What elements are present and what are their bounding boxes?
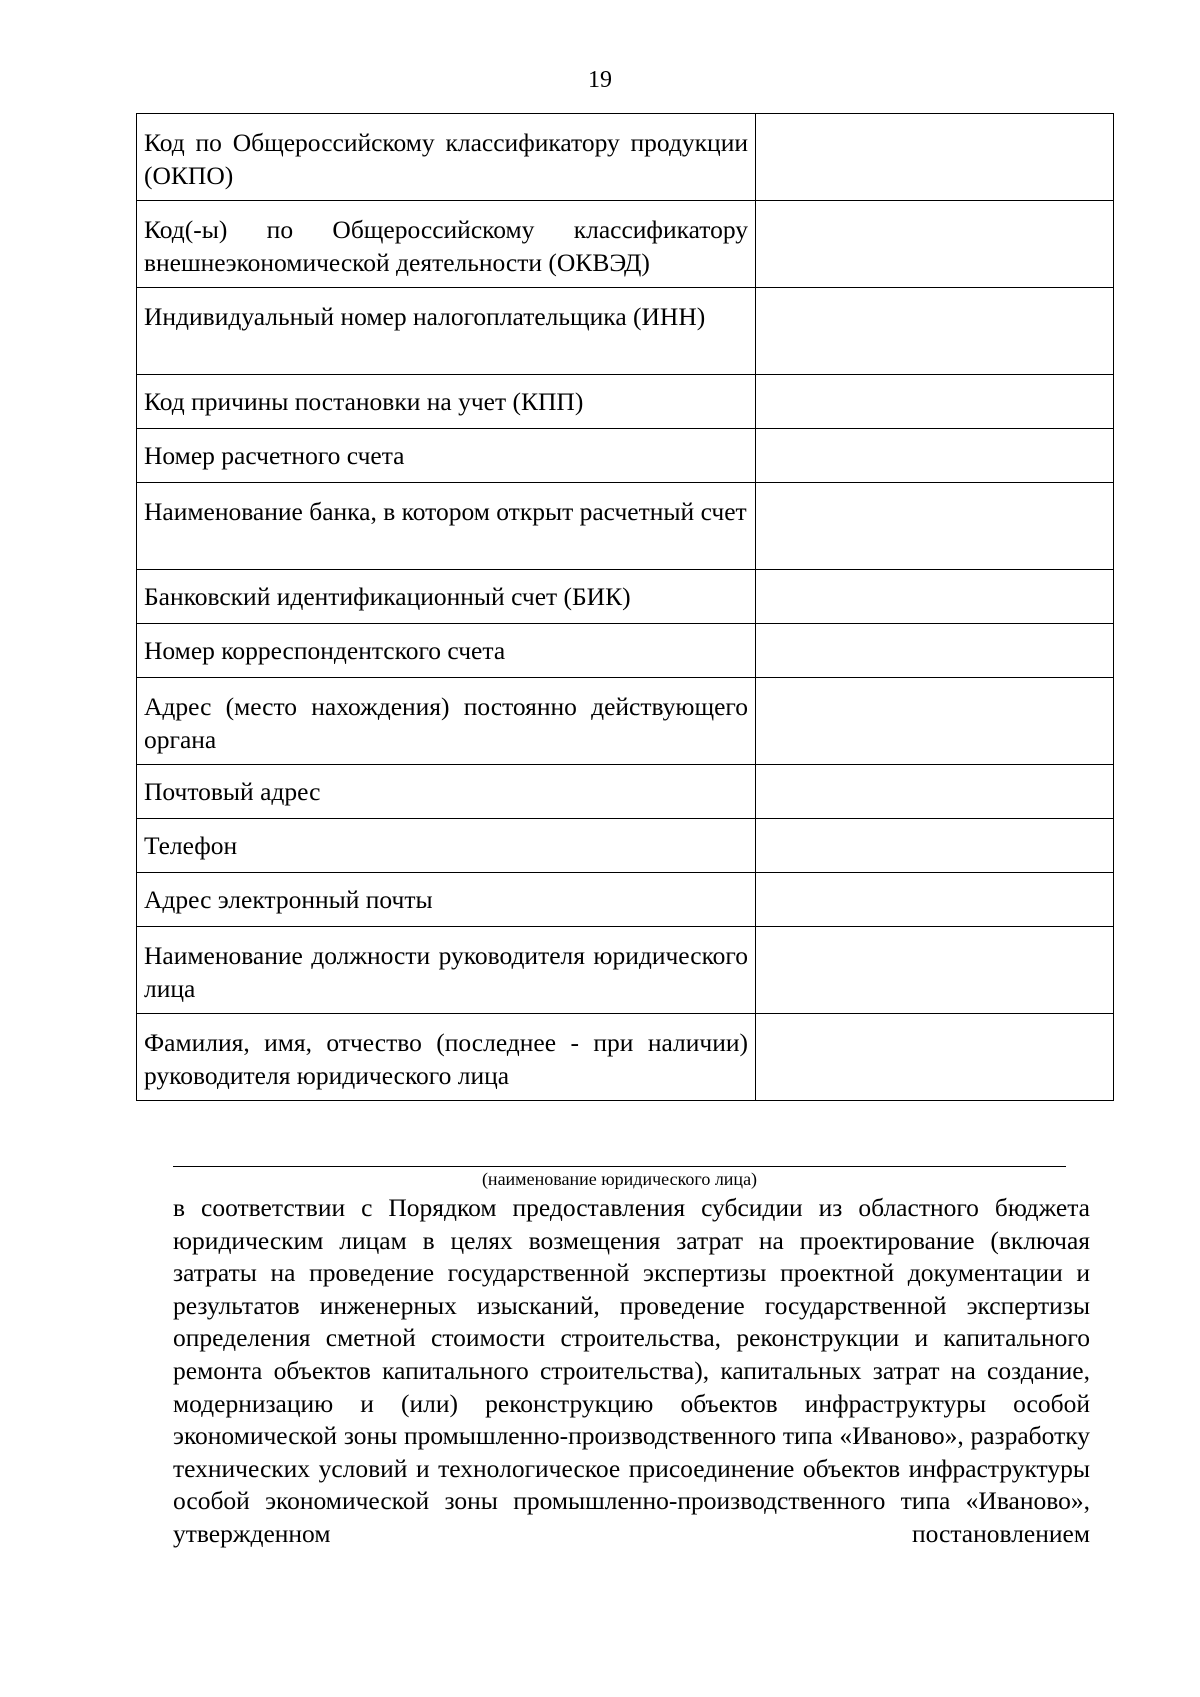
row-value-bank-name[interactable] [756, 483, 1114, 570]
row-value-address[interactable] [756, 678, 1114, 765]
cell-text: Адрес электронный почты [144, 885, 433, 914]
cell-text: Телефон [144, 831, 238, 860]
table-row [137, 375, 1114, 429]
row-label-email [137, 873, 756, 927]
row-value-account-number[interactable] [756, 429, 1114, 483]
cell-text: Номер корреспондентского счета [144, 636, 506, 665]
cell-text: Номер расчетного счета [144, 441, 405, 470]
row-value-bik[interactable] [756, 570, 1114, 624]
cell-text: Фамилия, имя, отчество (последнее - при наличии) руководителя юридического лица [144, 1028, 748, 1090]
row-value-correspondent-account[interactable] [756, 624, 1114, 678]
table-row [137, 288, 1114, 375]
cell-text: Адрес (место нахождения) постоянно действующего органа [144, 692, 748, 754]
row-value-kpp[interactable] [756, 375, 1114, 429]
row-label-correspondent-account [137, 624, 756, 678]
table-row [137, 201, 1114, 288]
entity-name-underline [173, 1166, 1066, 1167]
row-value-email[interactable] [756, 873, 1114, 927]
page-number: 19 [588, 67, 612, 93]
row-label-head-full-name [137, 1014, 756, 1101]
row-value-head-position[interactable] [756, 927, 1114, 1014]
row-label-okved [137, 201, 756, 288]
table-row [137, 927, 1114, 1014]
row-value-okved[interactable] [756, 201, 1114, 288]
entity-name-caption: (наименование юридического лица) [481, 1169, 758, 1189]
table-row [137, 114, 1114, 201]
row-label-address [137, 678, 756, 765]
cell-text: Наименование должности руководителя юридического лица [144, 941, 748, 1003]
row-value-inn[interactable] [756, 288, 1114, 375]
row-label-account-number [137, 429, 756, 483]
row-label-postal-address [137, 765, 756, 819]
row-label-head-position [137, 927, 756, 1014]
cell-text: Почтовый адрес [144, 777, 321, 806]
table-row [137, 873, 1114, 927]
table-row [137, 429, 1114, 483]
cell-text: Код(-ы) по Общероссийскому классификатору внешнеэкономической деятельности (ОКВЭД) [144, 215, 748, 277]
row-label-inn [137, 288, 756, 375]
cell-text: Банковский идентификационный счет (БИК) [144, 582, 631, 611]
table-row [137, 483, 1114, 570]
table-row [137, 765, 1114, 819]
row-value-postal-address[interactable] [756, 765, 1114, 819]
table-row [137, 678, 1114, 765]
row-label-kpp [137, 375, 756, 429]
row-value-head-full-name[interactable] [756, 1014, 1114, 1101]
table-row [137, 624, 1114, 678]
row-label-bank-name [137, 483, 756, 570]
table-row [137, 819, 1114, 873]
row-label-okpo [137, 114, 756, 201]
cell-text: Индивидуальный номер налогоплательщика (ИНН) [144, 302, 706, 331]
body-paragraph: в соответствии с Порядком предоставления субсидии из областного бюджета юридическим лицам в целях возмещения затрат на проектирование (включая затраты на проведение государственной экспертизы проектной документации и результатов инженерных изысканий, проведение государственной экспертизы определения сметной стоимости строительства, реконструкции и капитального ремонта объектов капитального строительства), капитальных затрат на создание, модернизацию и (или) реконструкцию объектов инфраструктуры особой экономической зоны промышленно-производственного типа «Иваново», разработку технических условий и технологическое присоединение объектов инфраструктуры особой экономической зоны промышленно-производственного типа «Иваново», утвержденном постановлением [173, 1193, 1090, 1548]
row-label-phone [137, 819, 756, 873]
row-label-bik [137, 570, 756, 624]
row-value-okpo[interactable] [756, 114, 1114, 201]
cell-text: Код по Общероссийскому классификатору продукции (ОКПО) [144, 128, 748, 190]
table-row [137, 570, 1114, 624]
cell-text: Код причины постановки на учет (КПП) [144, 387, 584, 416]
table-row [137, 1014, 1114, 1101]
legal-entity-details-table [136, 113, 1114, 1101]
row-value-phone[interactable] [756, 819, 1114, 873]
cell-text: Наименование банка, в котором открыт расчетный счет [144, 497, 747, 526]
